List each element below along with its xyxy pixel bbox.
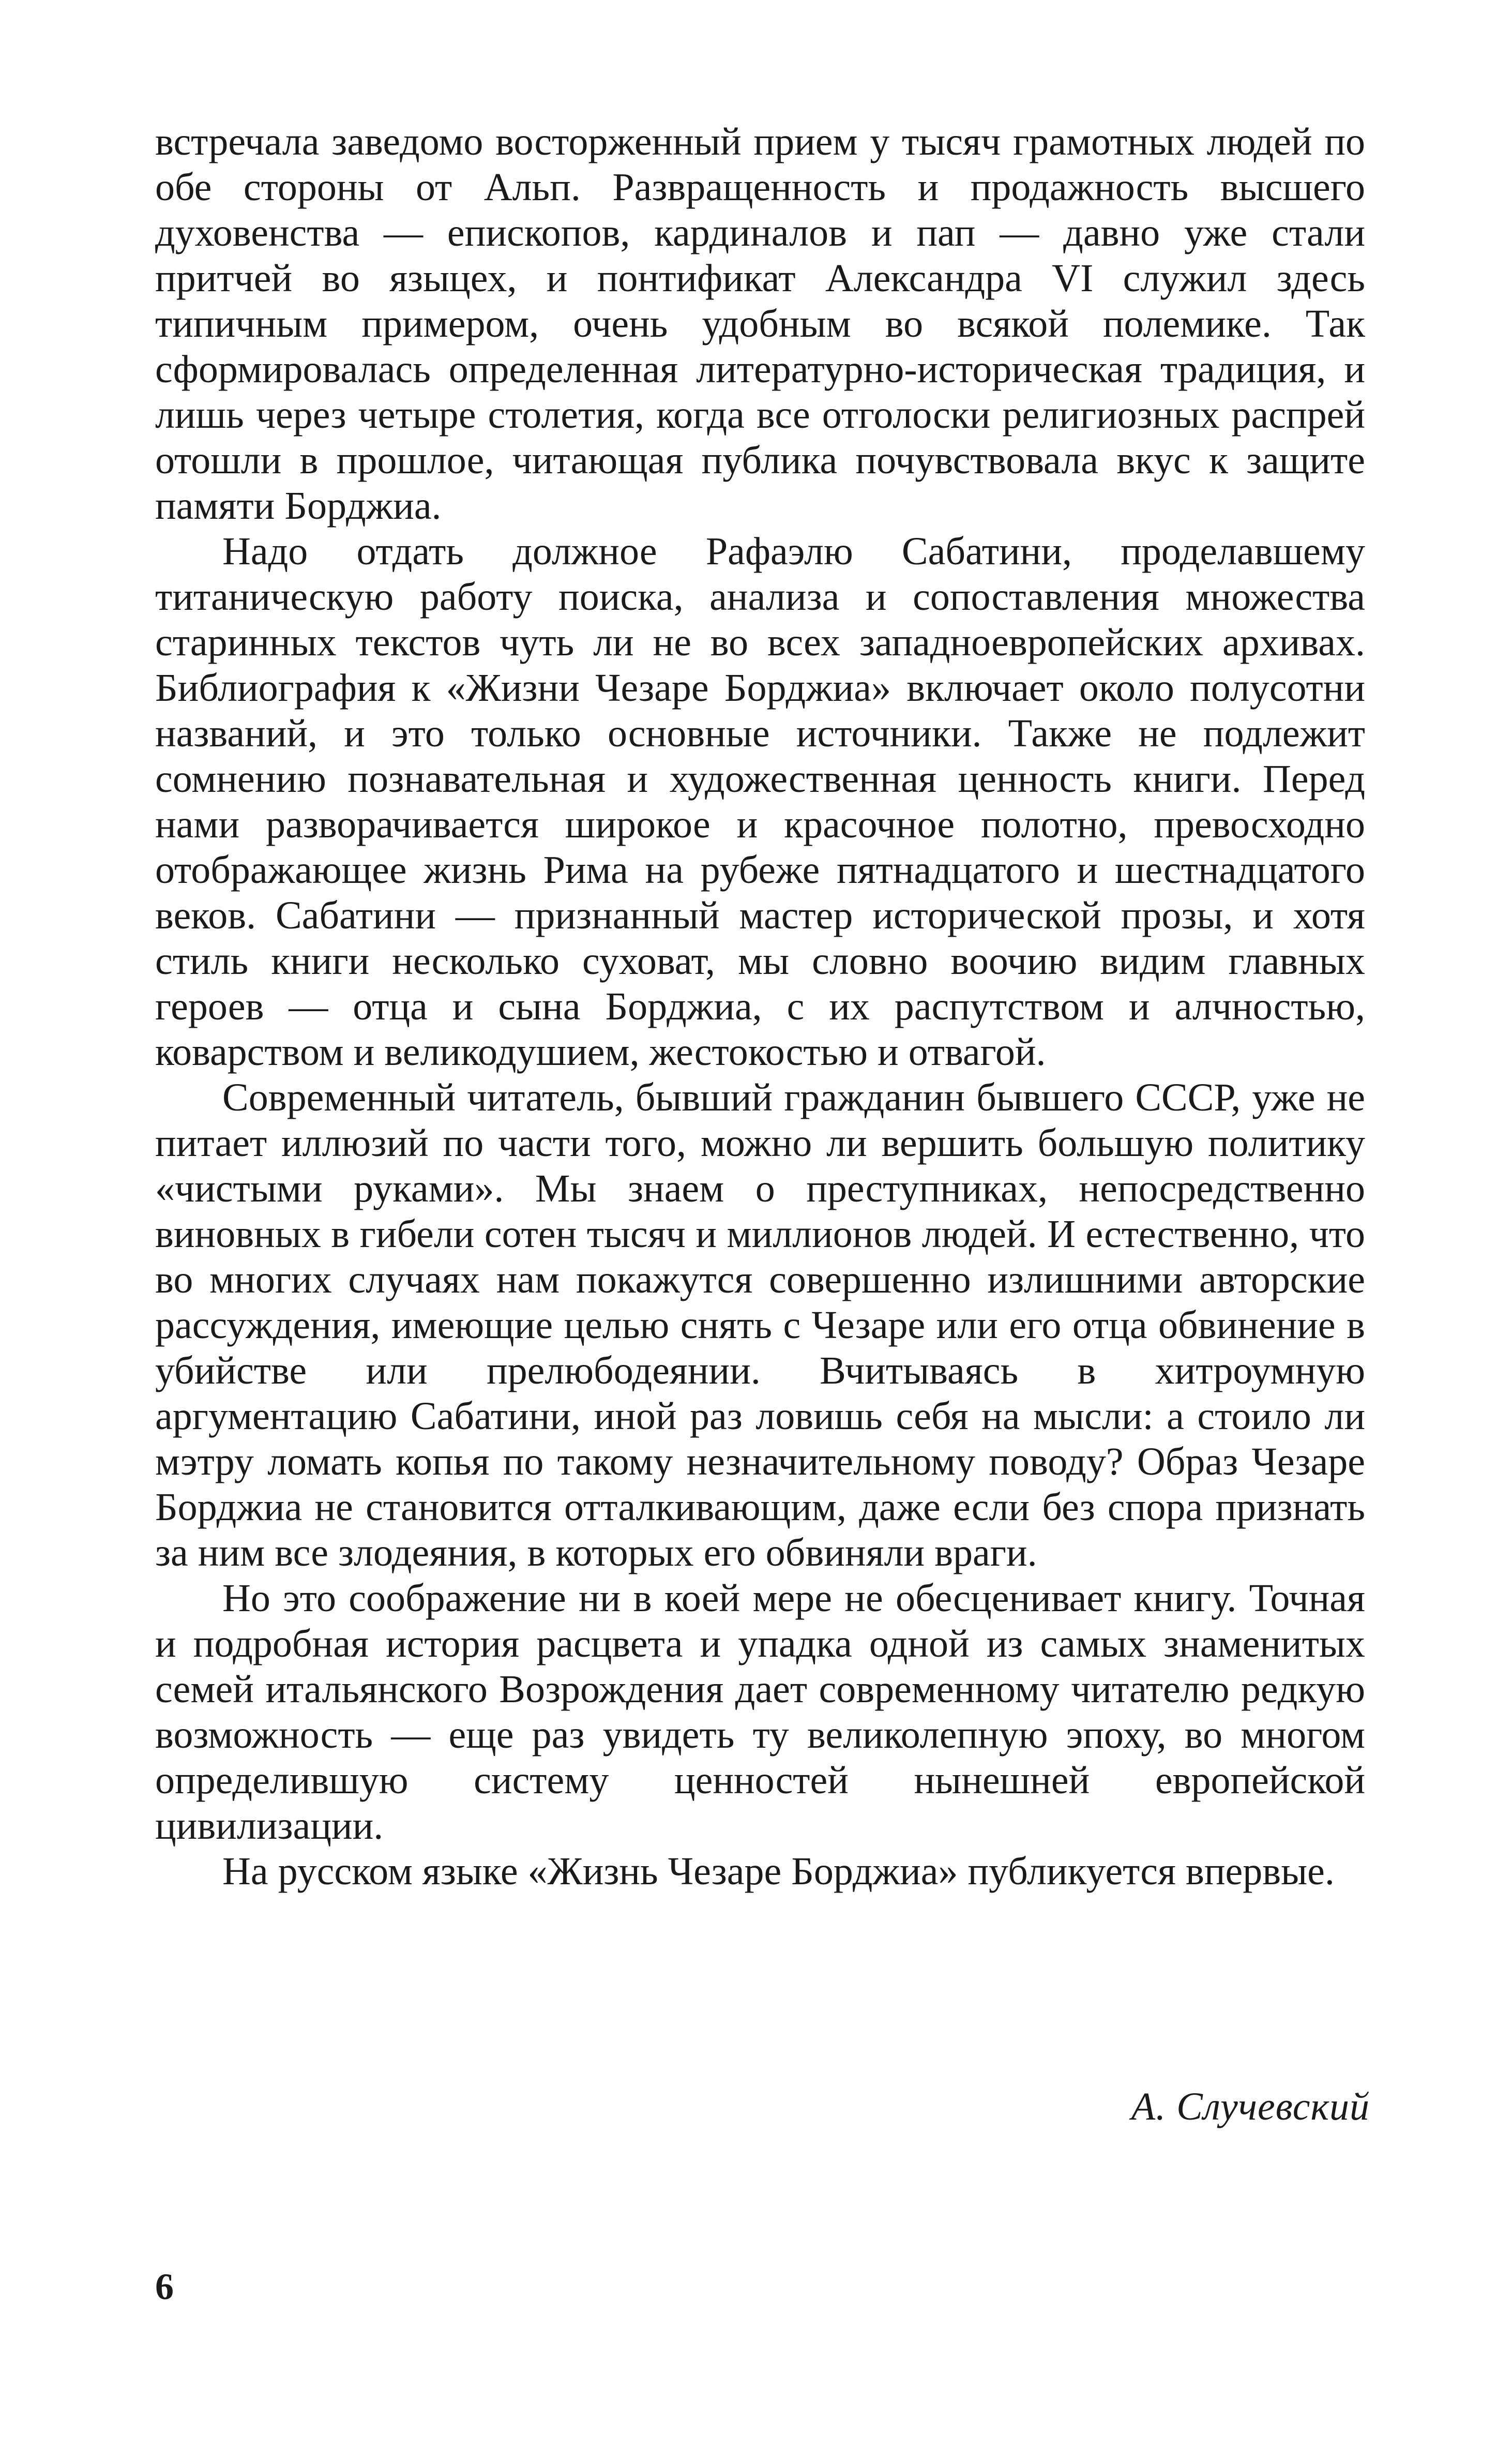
paragraph-book-value: Но это соображение ни в коей мере не обесценивает книгу. Точная и подробная история расцвета и упадка одной из самых знаменитых семей итальянского Возрождения дает современному читателю редкую возможность — еще раз увидеть ту великолепную эпоху, во многом определившую систему ценностей нынешней европейской цивилизации. bbox=[155, 1577, 1365, 1848]
paragraph-modern-reader: Современный читатель, бывший гражданин бывшего СССР, уже не питает иллюзий по части того, можно ли вершить большую политику «чистыми руками». Мы знаем о преступниках, непосредственно виновных в гибели сотен тысяч и миллионов людей. И естественно, что во многих случаях нам покажутся совершенно излишними авторские рассуждения, имеющие целью снять с Чезаре или его отца обвинение в убийстве или прелюбодеянии. Вчитываясь в хитроумную аргументацию Сабатини, иной раз ловишь себя на мысли: а стоило ли мэтру ломать копья по такому незначительному поводу? Образ Чезаре Борджиа не становится отталкивающим, даже если без спора признать за ним все злодеяния, в которых его обвиняли враги. bbox=[155, 1076, 1365, 1574]
body-text bbox=[155, 119, 1365, 1894]
paragraph-first-publication: На русском языке «Жизнь Чезаре Борджиа» публикуется впервые. bbox=[222, 1850, 1335, 1893]
paragraph-sabatini-tribute: Надо отдать должное Рафаэлю Сабатини, проделавшему титаническую работу поиска, анализа и сопоставления множества старинных текстов чуть ли не во всех западноевропейских архивах. Библиография к «Жизни Чезаре Борджиа» включает около полусотни названий, и это только основные источники. Также не подлежит сомнению познавательная и художественная ценность книги. Перед нами разворачивается широкое и красочное полотно, превосходно отображающее жизнь Рима на рубеже пятнадцатого и шестнадцатого веков. Сабатини — признанный мастер исторической прозы, и хотя стиль книги несколько суховат, мы словно воочию видим главных героев — отца и сына Борджиа, с их распутством и алчностью, коварством и великодушием, жестокостью и отвагой. bbox=[155, 530, 1365, 1074]
page-number: 6 bbox=[155, 2266, 174, 2307]
paragraph-continuation: встречала заведомо восторженный прием у тысяч грамотных людей по обе стороны от Альп. Развращенность и продажность высшего духовенства — епископов, кардиналов и пап — давно уже стали притчей во языцех, и понтификат Александра VI служил здесь типичным примером, очень удобным во всякой полемике. Так сформировалась определенная литературно-историческая традиция, и лишь через четыре столетия, когда все отголоски религиозных распрей отошли в прошлое, читающая публика почувствовала вкус к защите памяти Борджиа. bbox=[155, 120, 1365, 528]
author-signature: А. Случевский bbox=[1131, 2085, 1370, 2128]
